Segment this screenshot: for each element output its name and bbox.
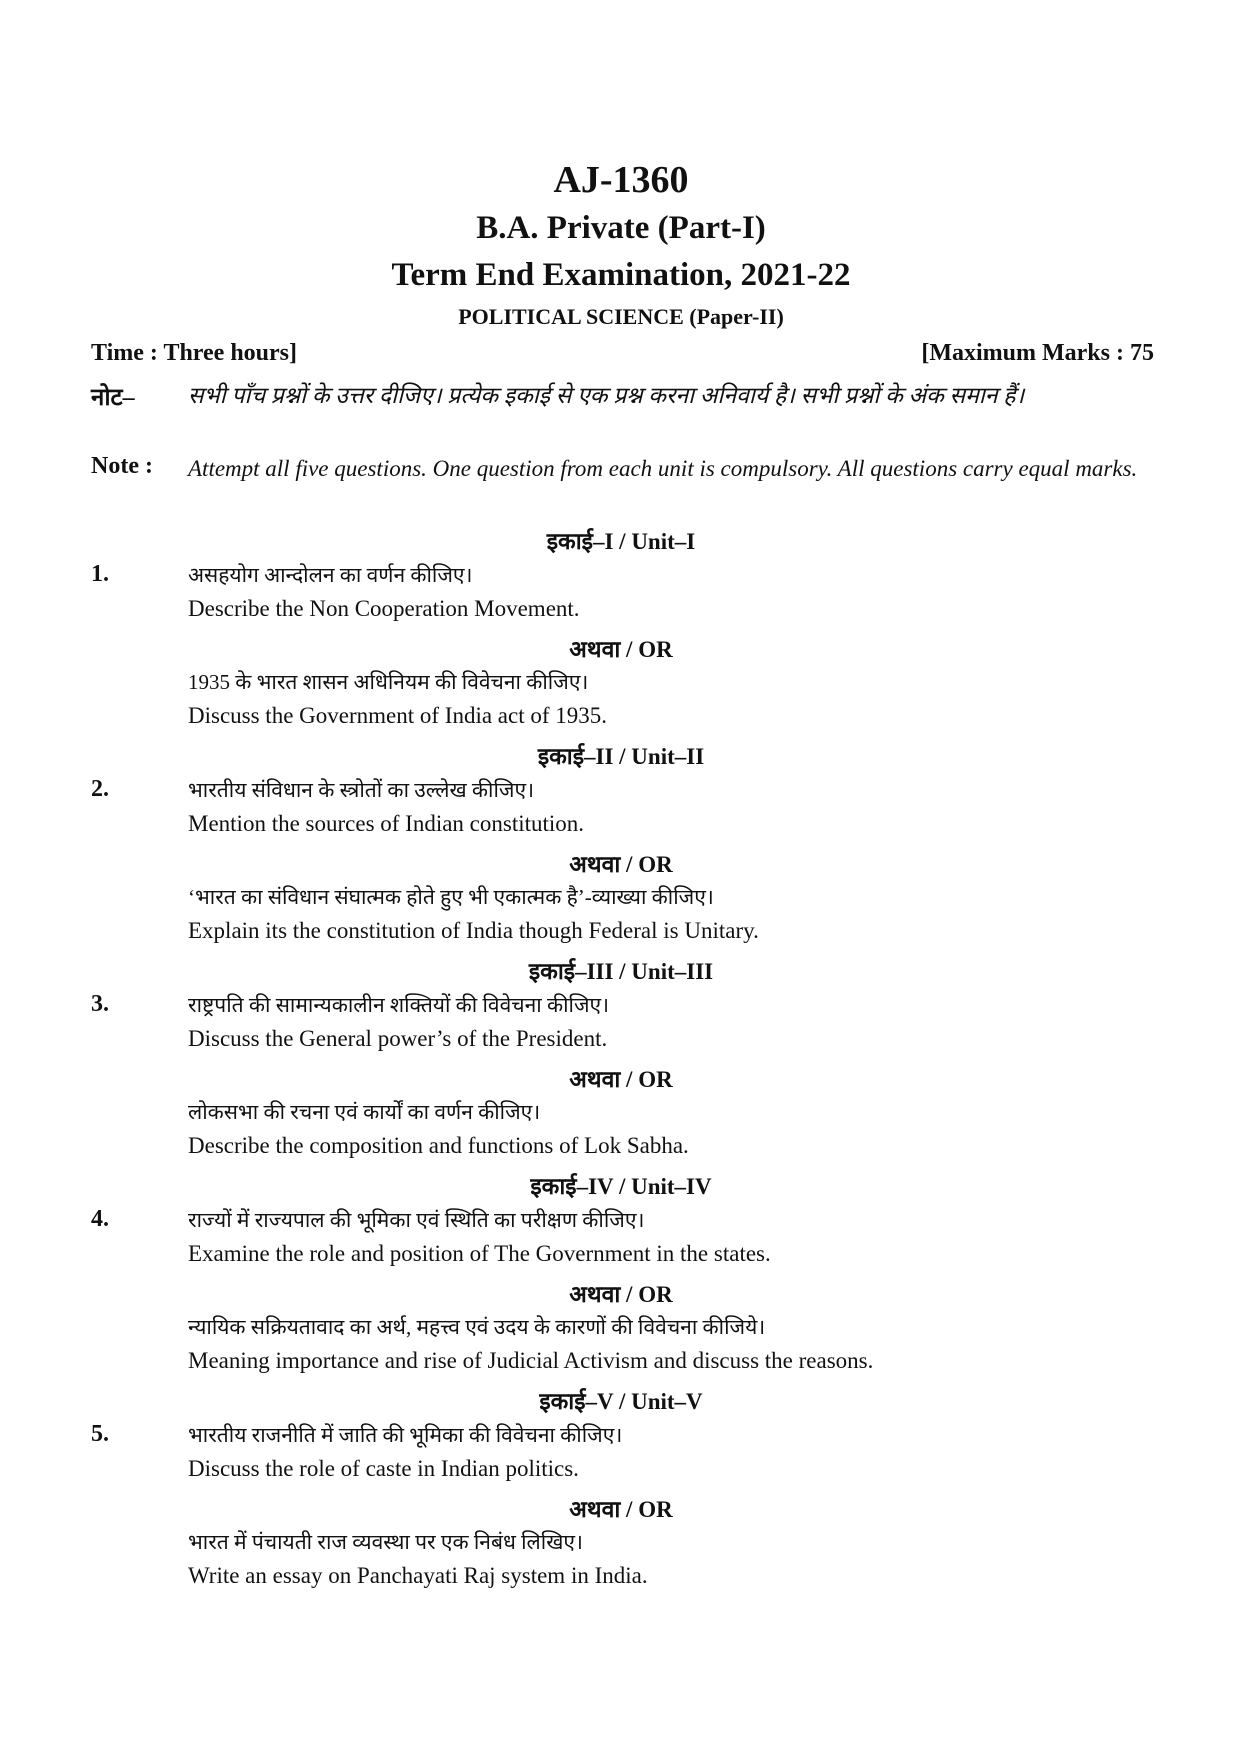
question-english: Discuss the Government of India act of 1935.	[188, 703, 608, 728]
time-allowed: Time : Three hours]	[91, 340, 298, 366]
hindi-note-label: नोट–	[91, 385, 135, 411]
or-separator: अथवा / OR	[569, 1067, 673, 1092]
question-hindi: राष्ट्रपति की सामान्यकालीन शक्तियों की विवेचना कीजिए।	[188, 993, 610, 1017]
or-separator: अथवा / OR	[569, 1282, 673, 1307]
question-number: 5.	[91, 1421, 109, 1447]
unit-heading: इकाई–V / Unit–V	[539, 1389, 703, 1414]
question-english: Meaning importance and rise of Judicial Activism and discuss the reasons.	[188, 1348, 874, 1373]
question-number: 2.	[91, 776, 109, 802]
unit-heading: इकाई–IV / Unit–IV	[530, 1174, 712, 1199]
unit-heading: इकाई–I / Unit–I	[546, 529, 696, 554]
question-hindi: असहयोग आन्दोलन का वर्णन कीजिए।	[188, 563, 473, 587]
maximum-marks: [Maximum Marks : 75	[921, 340, 1154, 366]
question-english: Discuss the General power’s of the President.	[188, 1026, 608, 1051]
unit-heading: इकाई–III / Unit–III	[528, 959, 714, 984]
question-hindi: न्यायिक सक्रियतावाद का अर्थ, महत्त्व एवं उदय के कारणों की विवेचना कीजिये।	[188, 1315, 766, 1339]
question-hindi: लोकसभा की रचना एवं कार्यों का वर्णन कीजिए।	[188, 1100, 541, 1124]
question-hindi: भारतीय संविधान के स्त्रोतों का उल्लेख कीजिए।	[188, 778, 535, 802]
question-hindi: ‘भारत का संविधान संघात्मक होते हुए भी एकात्मक है’-व्याख्या कीजिए।	[188, 885, 714, 909]
question-english: Write an essay on Panchayati Raj system in India.	[188, 1563, 648, 1588]
exam-title: Term End Examination, 2021-22	[391, 257, 851, 293]
question-hindi: भारतीय राजनीति में जाति की भूमिका की विवेचना कीजिए।	[188, 1423, 623, 1447]
subject-title: POLITICAL SCIENCE (Paper-II)	[458, 304, 784, 329]
paper-code: AJ-1360	[553, 159, 689, 201]
question-number: 3.	[91, 991, 109, 1017]
course-title: B.A. Private (Part-I)	[476, 210, 766, 246]
question-number: 4.	[91, 1206, 109, 1232]
or-separator: अथवा / OR	[569, 637, 673, 662]
question-english: Describe the composition and functions of Lok Sabha.	[188, 1133, 689, 1158]
question-english: Mention the sources of Indian constitution.	[188, 811, 585, 836]
or-separator: अथवा / OR	[569, 1497, 673, 1522]
question-english: Describe the Non Cooperation Movement.	[188, 596, 580, 621]
question-hindi: भारत में पंचायती राज व्यवस्था पर एक निबंध लिखिए।	[188, 1530, 583, 1554]
question-english: Examine the role and position of The Government in the states.	[188, 1241, 771, 1266]
hindi-note-text: सभी पाँच प्रश्नों के उत्तर दीजिए। प्रत्येक इकाई से एक प्रश्न करना अनिवार्य है। सभी प्रश्नों के अंक समान हैं।	[188, 383, 1025, 408]
question-english: Discuss the role of caste in Indian politics.	[188, 1456, 579, 1481]
question-hindi: राज्यों में राज्यपाल की भूमिका एवं स्थिति का परीक्षण कीजिए।	[188, 1208, 645, 1232]
question-hindi: 1935 के भारत शासन अधिनियम की विवेचना कीजिए।	[188, 670, 589, 694]
or-separator: अथवा / OR	[569, 852, 673, 877]
question-number: 1.	[91, 561, 109, 587]
english-note-text: Attempt all five questions. One question from each unit is compulsory. All questions carry equal marks.	[188, 456, 1138, 481]
english-note-label: Note :	[91, 453, 153, 479]
unit-heading: इकाई–II / Unit–II	[537, 744, 705, 769]
question-english: Explain its the constitution of India though Federal is Unitary.	[188, 918, 759, 943]
